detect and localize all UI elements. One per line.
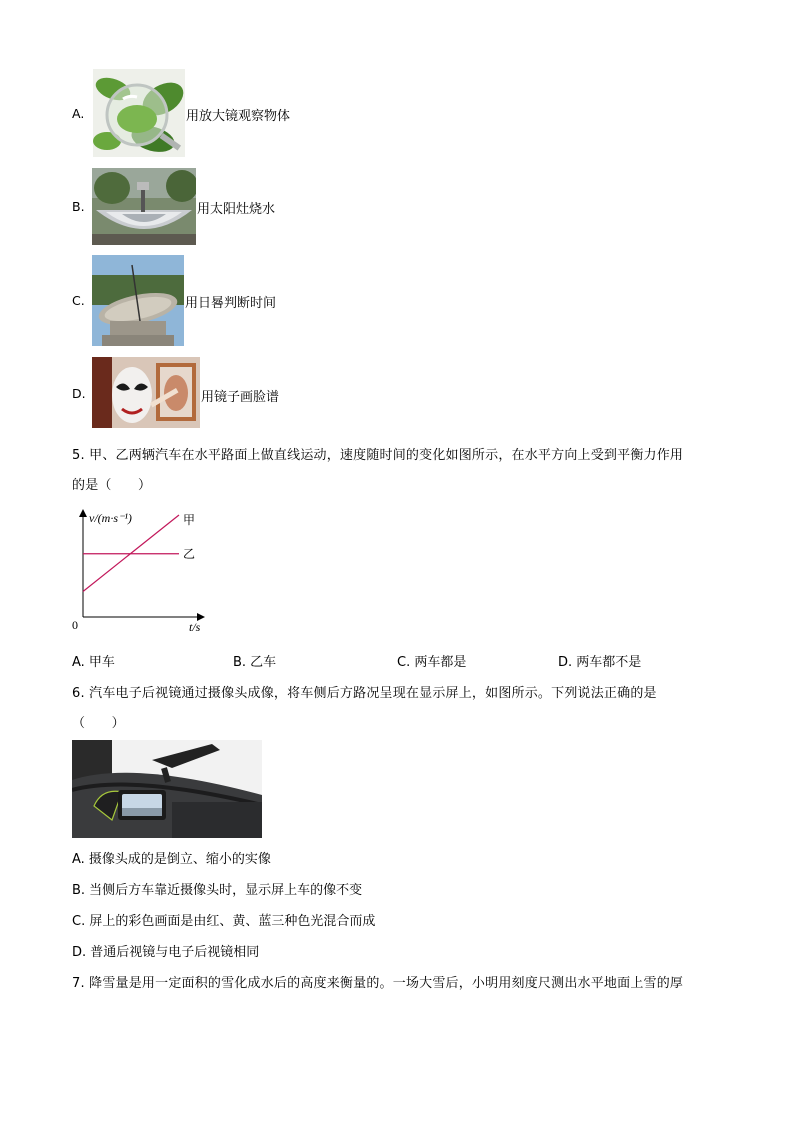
q5-stem-line1: 5. 甲、乙两辆汽车在水平路面上做直线运动，速度随时间的变化如图所示，在水平方向上受到平衡力作用 xyxy=(72,448,684,463)
magnifier-leaf-photo xyxy=(93,69,185,157)
q5-choice-a[interactable]: A. 甲车 xyxy=(72,655,115,670)
q5-choice-c[interactable]: C. 两车都是 xyxy=(397,655,467,670)
sundial-photo xyxy=(92,255,184,346)
y-axis-label: v/(m·s⁻¹) xyxy=(89,511,132,525)
option-letter: A. xyxy=(72,106,85,121)
series-yi-label: 乙 xyxy=(183,546,196,561)
option-text: 用镜子画脸谱 xyxy=(201,390,280,405)
q6-choice-d[interactable]: D. 普通后视镜与电子后视镜相同 xyxy=(72,945,260,960)
x-axis-label: t/s xyxy=(189,620,201,634)
solar-cooker-photo xyxy=(92,168,196,245)
option-text: 用太阳灶烧水 xyxy=(197,202,276,217)
q6-choice-a[interactable]: A. 摄像头成的是倒立、缩小的实像 xyxy=(72,852,271,867)
q5-choice-b[interactable]: B. 乙车 xyxy=(233,655,277,670)
q7-stem-line1: 7. 降雪量是用一定面积的雪化成水后的高度来衡量的。一场大雪后，小明用刻度尺测出水平地面上雪的厚 xyxy=(72,976,684,991)
q5-velocity-time-graph xyxy=(70,505,220,637)
q5-stem-line2: 的是（ ） xyxy=(72,478,152,493)
option-text: 用日晷判断时间 xyxy=(185,296,277,311)
mirror-facepaint-photo xyxy=(92,357,200,428)
option-letter: B. xyxy=(72,199,85,214)
origin-label: 0 xyxy=(72,618,78,632)
option-letter: D. xyxy=(72,386,86,401)
option-letter: C. xyxy=(72,293,85,308)
q6-choice-b[interactable]: B. 当侧后方车靠近摄像头时，显示屏上车的像不变 xyxy=(72,883,363,898)
q6-stem-line1: 6. 汽车电子后视镜通过摄像头成像，将车侧后方路况呈现在显示屏上，如图所示。下列说法正确的是 xyxy=(72,686,657,701)
q5-choice-d[interactable]: D. 两车都不是 xyxy=(558,655,642,670)
q6-choice-c[interactable]: C. 屏上的彩色画面是由红、黄、蓝三种色光混合而成 xyxy=(72,914,376,929)
q6-stem-line2: （ ） xyxy=(72,716,125,731)
series-jia-label: 甲 xyxy=(183,513,196,527)
car-electronic-mirror-photo xyxy=(72,740,262,838)
option-text: 用放大镜观察物体 xyxy=(186,109,291,124)
